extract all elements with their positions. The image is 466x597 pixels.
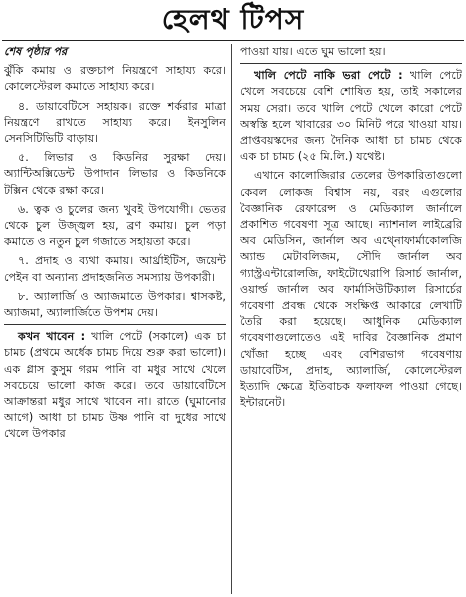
paragraph-6: ৮. অ্যালার্জি ও অ্যাজমাতে উপকার। শ্বাসকষ্ট, অ্যাজমা, অ্যালার্জিতে উপশম দেয়।: [4, 289, 226, 320]
left-column: [4, 44, 226, 594]
research-note-paragraph: [240, 168, 462, 411]
column-divider: [231, 44, 232, 594]
source-text: ইন্টারনেট।: [240, 396, 286, 410]
empty-stomach-paragraph: [240, 68, 462, 165]
paragraph-1: ঝুঁকি কমায় ও রক্তচাপ নিয়ন্ত্রণে সাহায্য করে। কোলেস্টেরল কমাতে সাহায্য করে।: [4, 64, 226, 94]
lead-line: পাওয়া যায়। এতে ঘুম ভালো হয়।: [240, 45, 386, 58]
continued-label: শেষ পৃষ্ঠার পর: [4, 45, 68, 58]
empty-stomach-text: খালি পেটে খেলে সবচেয়ে বেশি শোষিত হয়, তাই সকালের সময় সেরা। তবে খালি পেটে খেলে কারো পেটে অস্বস্তি হলে খাবারের ৩০ মিনিট পরে খাওয়া যায়। প্রাপ্তবয়স্কদের জন্য দৈনিক আধা চা চামচ থেকে এক চা চামচ (২৫ মি.লি.) যথেষ্ট।: [240, 69, 462, 164]
research-note-text: এখানে কালোজিরার তেলের উপকারিতাগুলো কেবল লোকজ বিশ্বাস নয়, বরং এগুলোর বৈজ্ঞানিক রেফারেন্স ও মেডিক্যাল জার্নালে প্রকাশিত গবেষণা সূত্র আছে। ন্যাশনাল লাইব্রেরি অব মেডিসিন, জার্নাল অব এথ্নোফার্মাকোলজি অ্যান্ড মেটাবলিজম, সৌদি জার্নাল অব গ্যাস্ট্রএন্টারোলজি, ফাইটোথেরাপি রিসার্চ জার্নাল, ওয়ার্ল্ড জার্নাল অব ফার্মাসিউটিক্যাল রিসার্চের গবেষণা প্রবন্ধ থেকে সংক্ষিপ্ত আকারে লেখাটি তৈরি করা হয়েছে। আধুনিক মেডিক্যাল গবেষণাগুলোতেও এই দাবির বৈজ্ঞানিক প্রমাণ খোঁজা হচ্ছে এবং বেশিরভাগ গবেষণায় ডায়াবেটিস, প্রদাহ, অ্যালার্জি, কোলেস্টেরল ইত্যাদি ক্ষেত্রে ইতিবাচক ফলাফল পাওয়া গেছে।: [240, 169, 462, 394]
paragraph-2: ৪. ডায়াবেটিসে সহায়ক। রক্তে শর্করার মাত্রা নিয়ন্ত্রণে রাখতে সাহায্য করে। ইনসুলিন সেনসিটিভিটি বাড়ায়।: [4, 99, 226, 146]
how-to-take-paragraph: [4, 329, 226, 442]
section-divider: [4, 324, 226, 325]
how-to-take-heading: কখন খাবেন :: [18, 330, 86, 344]
paragraph-4: ৬. ত্বক ও চুলের জন্য খুবই উপযোগী। ভেতর থেকে চুল উজ্জ্বল হয়, ব্রণ কমায়। চুল পড়া কমাতে ও নতুন চুল গজাতে সহায়তা করে।: [4, 202, 226, 249]
page-headline: হেলথ টিপস: [161, 3, 305, 36]
empty-stomach-heading: খালি পেটে নাকি ভরা পেটে :: [254, 69, 403, 83]
how-to-take-text: খালি পেটে (সকালে) এক চা চামচ (প্রথমে অর্ধেক চামচ দিয়ে শুরু করা ভালো)। এক গ্লাস কুসুম গরম পানি বা মধুর সাথে খেলে সবচেয়ে ভালো কাজ করে। তবে ডায়াবেটিসে আক্রান্তরা মধুর সাথে খাবেন না। রাতে (ঘুমানোর আগে) আধা চা চামচ উষ্ণ পানি বা দুধের সাথে খেলে উপকার: [4, 330, 226, 441]
paragraph-5: ৭. প্রদাহ ও ব্যথা কমায়। আর্থ্রাইটিস, জয়েন্ট পেইন বা অন্যান্য প্রদাহজনিত সমস্যায় উপকারী।: [4, 254, 226, 284]
section-divider-right: [240, 63, 462, 64]
headline-rule: [2, 40, 464, 41]
right-column: [240, 44, 462, 594]
paragraph-3: ৫. লিভার ও কিডনির সুরক্ষা দেয়। অ্যান্টিঅক্সিডেন্ট উপাদান লিভার ও কিডনিকে টক্সিন থেকে রক্ষা করে।: [4, 151, 226, 197]
